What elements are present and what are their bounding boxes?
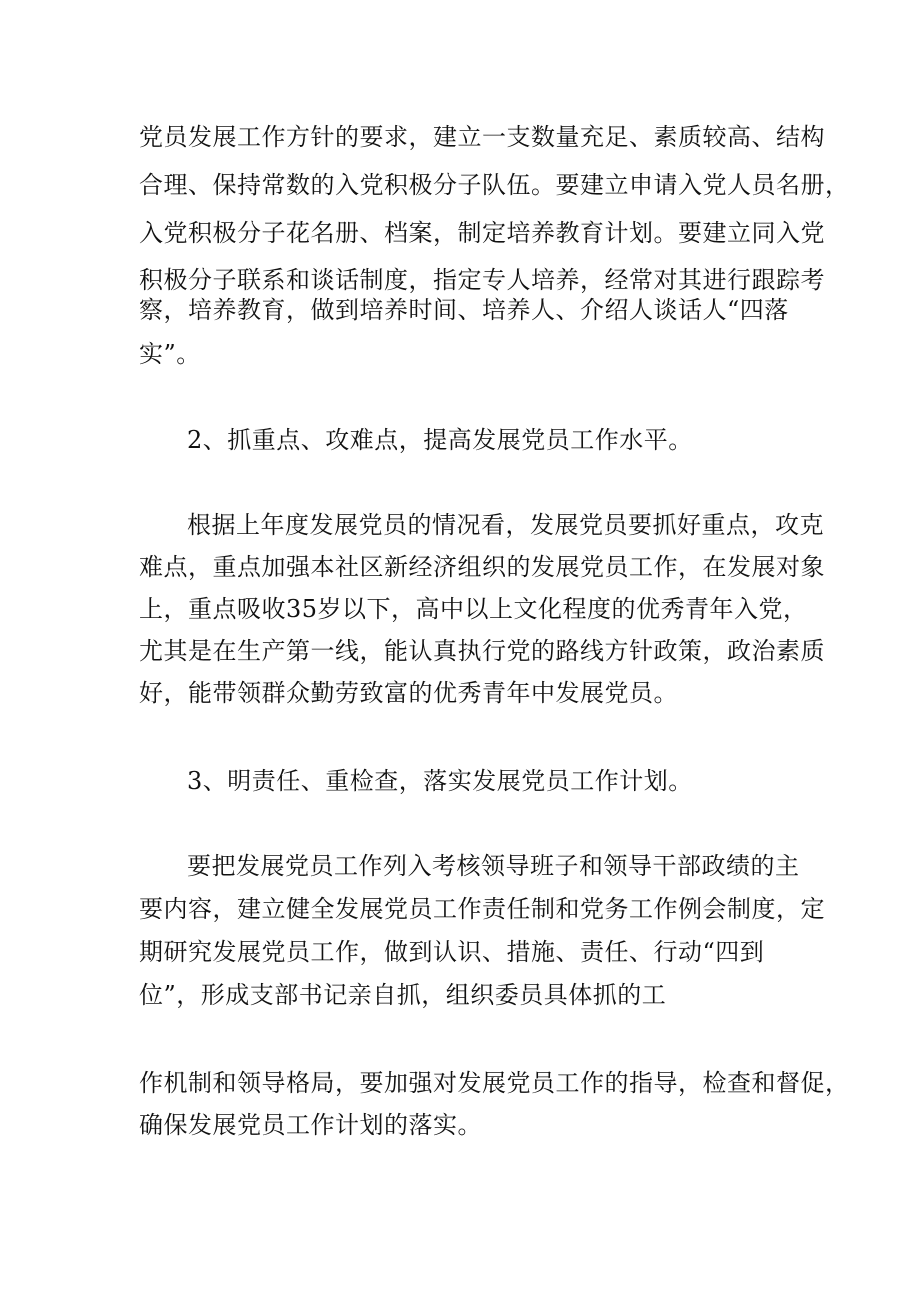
- text-line: 积极分子联系和谈话制度，指定专人培养，经常对其进行跟踪考: [139, 266, 825, 294]
- text-line: 确保发展党员工作计划的落实。: [139, 1111, 482, 1139]
- text-line: 合理、保持常数的入党积极分子队伍。要建立申请入党人员名册，: [139, 171, 850, 199]
- section-heading-3: 3、明责任、重检查，落实发展党员工作计划。: [187, 767, 693, 795]
- text-line: 党员发展工作方针的要求，建立一支数量充足、素质较高、结构: [139, 123, 825, 151]
- text-line: 难点，重点加强本社区新经济组织的发展党员工作，在发展对象: [139, 553, 825, 581]
- text-line: 要把发展党员工作列入考核领导班子和领导干部政绩的主: [187, 852, 800, 880]
- text-line: 察，培养教育，做到培养时间、培养人、介绍人谈话人“四落: [139, 296, 789, 324]
- text-line: 要内容，建立健全发展党员工作责任制和党务工作例会制度，定: [139, 895, 825, 923]
- text-line: 实”。: [139, 340, 201, 368]
- section-heading-2: 2、抓重点、攻难点，提高发展党员工作水平。: [187, 426, 693, 454]
- text-line: 上，重点吸收35岁以下，高中以上文化程度的优秀青年入党，: [139, 595, 808, 623]
- text-line: 作机制和领导格局，要加强对发展党员工作的指导，检查和督促，: [139, 1069, 850, 1097]
- text-line: 根据上年度发展党员的情况看，发展党员要抓好重点，攻克: [187, 511, 824, 539]
- text-line: 尤其是在生产第一线，能认真执行党的路线方针政策，政治素质: [139, 637, 825, 665]
- text-line: 好，能带领群众勤劳致富的优秀青年中发展党员。: [139, 679, 678, 707]
- text-line: 位”，形成支部书记亲自抓，组织委员具体抓的工: [139, 981, 667, 1009]
- text-line: 期研究发展党员工作，做到认识、措施、责任、行动“四到: [139, 938, 765, 966]
- text-line: 入党积极分子花名册、档案，制定培养教育计划。要建立同入党: [139, 219, 825, 247]
